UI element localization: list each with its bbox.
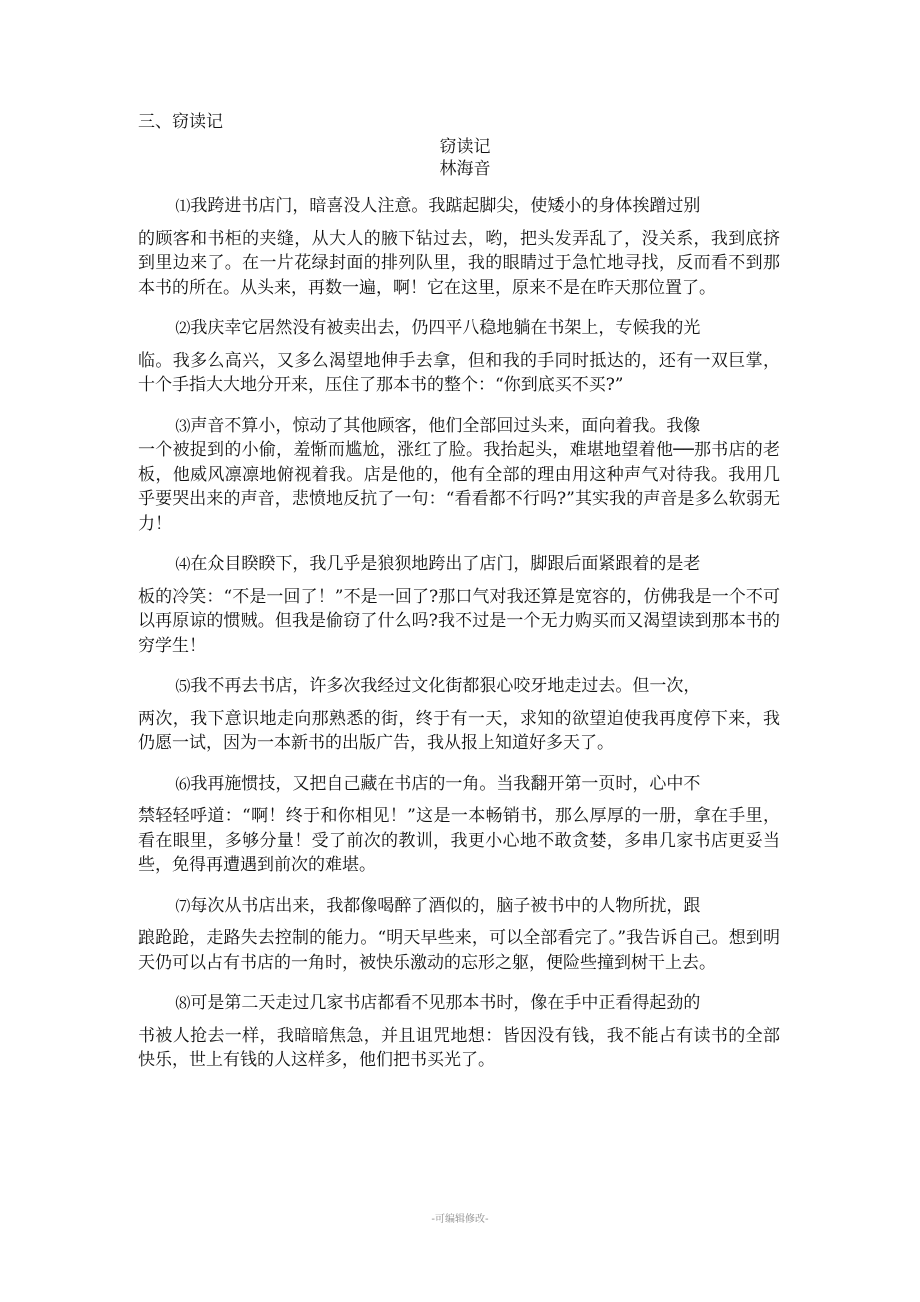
paragraph-number: ⑻: [175, 994, 191, 1012]
paragraph-first-text: 我再施惯技，又把自己藏在书店的一角。当我翻开第一页时，心中不: [190, 773, 701, 794]
paragraph-first-line: [138, 194, 780, 219]
paragraph-first-line: [138, 552, 780, 577]
paragraph-number: ⑸: [175, 677, 191, 695]
paragraph-rest-text: 禁轻轻呼道：“啊！终于和你相见！”这是一本畅销书，那么厚厚的一册，拿在手里，看在眼里，多够分量！受了前次的教训，我更小心地不敢贪婪，多串几家书店更妥当些，免得再遭遇到前次的难堪。: [138, 806, 780, 875]
paragraph-rest-text: 两次，我下意识地走向那熟悉的街，终于有一天，求知的欲望迫使我再度停下来，我仍愿一试，因为一本新书的出版广告，我从报上知道好多天了。: [138, 708, 780, 753]
paragraph-number: ⑹: [175, 774, 191, 793]
paragraph-number: ⑺: [175, 896, 191, 915]
paragraph-first-line: [138, 772, 780, 797]
paragraph-first-line: [138, 316, 780, 341]
paragraph-first-text: 在众目睽睽下，我几乎是狼狈地跨出了店门，脚跟后面紧跟着的是老: [190, 554, 701, 574]
paragraph-rest-text: 的顾客和书柜的夹缝，从大人的腋下钻过去，哟，把头发弄乱了，没关系，我到底挤到里边来了。在一片花绿封面的排列队里，我的眼睛过于急忙地寻找，反而看不到那本书的所在。从头来，再数一遍，啊！它在这里，原来不是在昨天那位置了。: [138, 228, 780, 298]
article-title: 窃读记: [439, 137, 491, 157]
paragraph-4: [138, 552, 780, 658]
paragraph-first-text: 可是第二天走过几家书店都看不见那本书时，像在手中正看得起劲的: [190, 993, 701, 1013]
paragraph-number: ⑵: [175, 319, 191, 337]
article-body: [138, 194, 780, 1089]
paragraph-7: [138, 894, 780, 976]
paragraph-number: ⑶: [175, 416, 191, 435]
paragraph-first-line: [138, 894, 780, 919]
page-footer: -可编辑修改-: [431, 1214, 489, 1225]
paragraph-first-line: [138, 414, 780, 439]
paragraph-first-text: 声音不算小，惊动了其他顾客，他们全部回过头来，面向着我。我像: [190, 415, 701, 436]
paragraph-first-line: [138, 991, 780, 1016]
paragraph-2: [138, 316, 780, 398]
article-author: 林海音: [439, 159, 491, 179]
paragraph-1: [138, 194, 780, 300]
paragraph-rest-text: 一个被捉到的小偷，羞惭而尴尬，涨红了脸。我抬起头，难堪地望着他──那书店的老板，他威风凛凛地俯视着我。店是他的，他有全部的理由用这种声气对待我。我用几乎要哭出来的声音，悲愤地反抗了一句：“看看都不行吗?”其实我的声音是多么软弱无力！: [138, 440, 780, 534]
paragraph-first-line: [138, 674, 780, 699]
paragraph-first-text: 我庆幸它居然没有被卖出去，仍四平八稳地躺在书架上，专候我的光: [190, 318, 701, 338]
paragraph-6: [138, 772, 780, 878]
paragraph-5: [138, 674, 780, 756]
paragraph-3: [138, 414, 780, 537]
section-heading: 三、窃读记: [138, 112, 223, 132]
paragraph-8: [138, 991, 780, 1073]
paragraph-rest-text: 书被人抢去一样，我暗暗焦急，并且诅咒地想：皆因没有钱，我不能占有读书的全部快乐，世上有钱的人这样多，他们把书买光了。: [138, 1025, 780, 1070]
paragraph-rest-text: 踉跄跄，走路失去控制的能力。“明天早些来，可以全部看完了。”我告诉自己。想到明天仍可以占有书店的一角时，被快乐激动的忘形之躯，便险些撞到树干上去。: [138, 928, 780, 973]
paragraph-rest-text: 临。我多么高兴，又多么渴望地伸手去拿，但和我的手同时抵达的，还有一双巨掌，十个手指大大地分开来，压住了那本书的整个：“你到底买不买?”: [138, 350, 780, 395]
paragraph-number: ⑴: [175, 197, 191, 215]
paragraph-first-text: 每次从书店出来，我都像喝醉了酒似的，脑子被书中的人物所扰，跟: [190, 895, 701, 916]
paragraph-first-text: 我跨进书店门，暗喜没人注意。我踮起脚尖，使矮小的身体挨蹭过别: [190, 196, 701, 216]
paragraph-first-text: 我不再去书店，许多次我经过文化街都狠心咬牙地走过去。但一次，: [190, 676, 701, 696]
paragraph-number: ⑷: [175, 555, 191, 573]
paragraph-rest-text: 板的冷笑：“不是一回了！”不是一回了?那口气对我还算是宽容的，仿佛我是一个不可以再原谅的惯贼。但我是偷窃了什么吗?我不过是一个无力购买而又渴望读到那本书的穷学生！: [138, 586, 780, 656]
title-block: [0, 136, 920, 180]
